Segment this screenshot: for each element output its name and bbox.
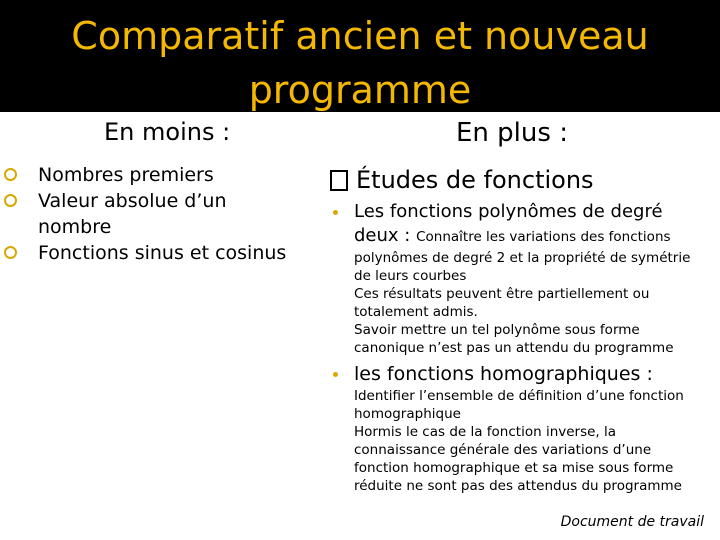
bullet-text-small: Connaître les variations des fonctions [416, 229, 671, 245]
detail-line: Ces résultats peuvent être partiellement ou [354, 286, 650, 302]
list-item-label: Nombres premiers [38, 164, 214, 186]
detail-line: fonction homographique et sa mise sous forme [354, 460, 674, 476]
right-column-heading: En plus : [456, 118, 568, 148]
list-item [0, 188, 310, 214]
bullet-main-line [354, 224, 718, 249]
left-list [0, 162, 310, 266]
bullet-polynomes [326, 200, 718, 249]
detail-line: Identifier l’ensemble de définition d’une fonction [354, 388, 684, 404]
footer-note: Document de travail [560, 514, 704, 530]
detail-line: Savoir mettre un tel polynôme sous forme [354, 322, 640, 338]
bullet-dot-icon [333, 372, 338, 377]
detail-line: homographique [354, 406, 461, 422]
slide-title-line-2: programme [248, 68, 472, 112]
bullet-dot-icon [333, 210, 338, 215]
detail-line: Hormis le cas de la fonction inverse, la [354, 424, 617, 440]
detail-line: totalement admis. [354, 304, 478, 320]
list-item [0, 162, 310, 188]
list-item-label: nombre [38, 216, 112, 238]
bullet-main-line [354, 361, 718, 387]
list-item-label: Valeur absolue d’un [38, 190, 227, 212]
slide-title-line-1: Comparatif ancien et nouveau [71, 14, 649, 58]
left-column-heading: En moins : [104, 118, 231, 146]
list-item-label: Fonctions sinus et cosinus [38, 242, 287, 264]
bullet-text: deux : [354, 225, 417, 246]
missing-glyph-box-icon [330, 170, 348, 191]
section-title [326, 164, 718, 196]
detail-line: réduite ne sont pas des attendus du programme [354, 478, 682, 494]
detail-line: polynômes de degré 2 et la propriété de symétrie [354, 250, 691, 266]
ring-bullet-icon [4, 194, 17, 207]
list-item-continuation [0, 214, 310, 240]
bullet-homographiques [326, 361, 718, 387]
title-bar [0, 0, 720, 112]
detail-line: canonique n’est pas un attendu du programme [354, 340, 674, 356]
bullet-text: les fonctions homographiques : [354, 363, 653, 385]
ring-bullet-icon [4, 246, 17, 259]
bullet-text: Les fonctions polynômes de degré [354, 201, 663, 222]
detail-line: connaissance générale des variations d’une [354, 442, 652, 458]
right-column [326, 164, 718, 495]
detail-line: de leurs courbes [354, 268, 467, 284]
list-item [0, 240, 310, 266]
section-title-text: Études de fonctions [356, 166, 594, 194]
ring-bullet-icon [4, 168, 17, 181]
bullet-main-line [354, 200, 718, 224]
